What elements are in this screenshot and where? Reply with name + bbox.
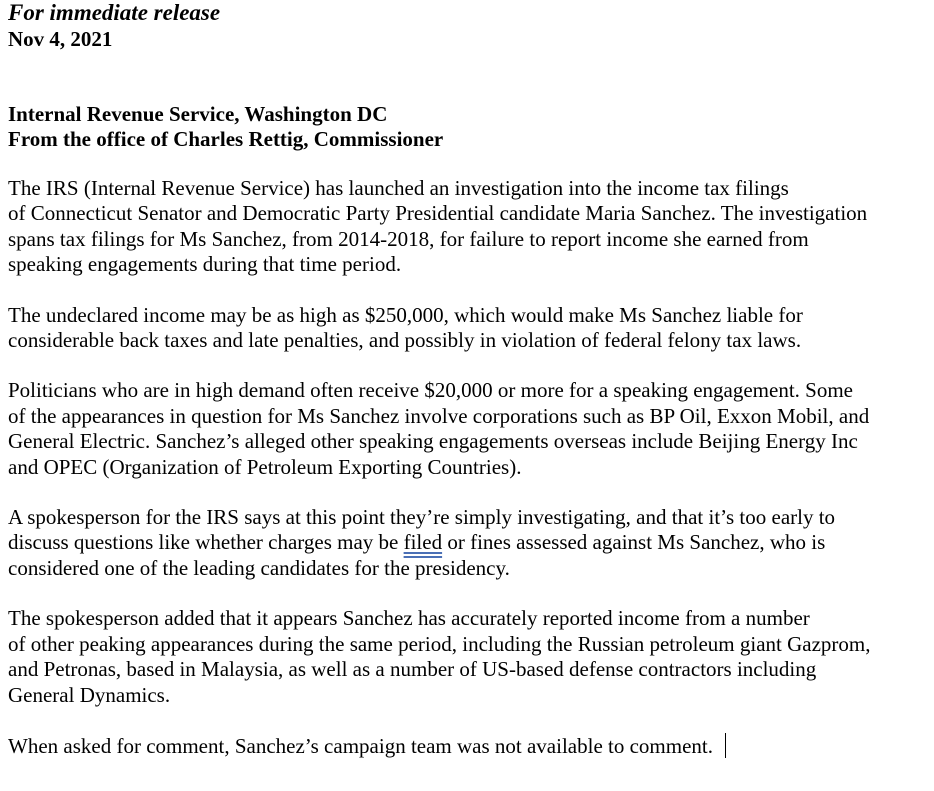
release-label: For immediate release: [8, 0, 221, 25]
text-line: and OPEC (Organization of Petroleum Exporting Countries).: [8, 454, 522, 479]
text-line: spans tax filings for Ms Sanchez, from 2014-2018, for failure to report income she earned from: [8, 226, 809, 251]
paragraph-6[interactable]: [8, 733, 928, 759]
text-segment: When asked for comment, Sanchez’s campaign team was not available to comment.: [8, 733, 714, 758]
text-line: of Connecticut Senator and Democratic Party Presidential candidate Maria Sanchez. The investigation: [8, 201, 868, 226]
paragraph-1: [8, 176, 928, 278]
release-date: Nov 4, 2021: [8, 27, 113, 51]
paragraph-5: [8, 606, 928, 708]
text-line: considered one of the leading candidates for the presidency.: [8, 555, 510, 580]
source-office: From the office of Charles Rettig, Commissioner: [8, 127, 444, 151]
flagged-word-filed[interactable]: filed: [403, 530, 443, 555]
text-line: speaking engagements during that time period.: [8, 252, 402, 277]
text-segment: or fines assessed against Ms Sanchez, who is: [442, 530, 826, 555]
text-line: General Electric. Sanchez’s alleged other speaking engagements overseas include Beijing Energy Inc: [8, 429, 858, 454]
text-line: of other peaking appearances during the same period, including the Russian petroleum giant Gazprom,: [8, 631, 871, 656]
document-page: [8, 0, 928, 784]
text-segment: discuss questions like whether charges may be: [8, 530, 404, 555]
paragraph-2: [8, 303, 928, 354]
text-line: and Petronas, based in Malaysia, as well as a number of US-based defense contractors including: [8, 657, 817, 682]
source-organization: Internal Revenue Service, Washington DC: [8, 102, 388, 126]
text-line: considerable back taxes and late penalties, and possibly in violation of federal felony tax laws.: [8, 328, 802, 353]
text-line: The IRS (Internal Revenue Service) has launched an investigation into the income tax filings: [8, 176, 789, 200]
text-line: A spokesperson for the IRS says at this point they’re simply investigating, and that it’s too early to: [8, 505, 836, 530]
text-line: The undeclared income may be as high as $250,000, which would make Ms Sanchez liable for: [8, 302, 803, 327]
text-line: The spokesperson added that it appears Sanchez has accurately reported income from a number: [8, 606, 810, 631]
text-line: Politicians who are in high demand often receive $20,000 or more for a speaking engagement. Some: [8, 378, 854, 403]
paragraph-4: [8, 505, 928, 581]
text-cursor: [725, 733, 726, 758]
text-line: [8, 530, 928, 555]
text-line: of the appearances in question for Ms Sanchez involve corporations such as BP Oil, Exxon Mobil, and: [8, 403, 870, 428]
text-line[interactable]: [8, 733, 928, 759]
paragraph-3: [8, 378, 928, 480]
text-line: General Dynamics.: [8, 682, 171, 707]
